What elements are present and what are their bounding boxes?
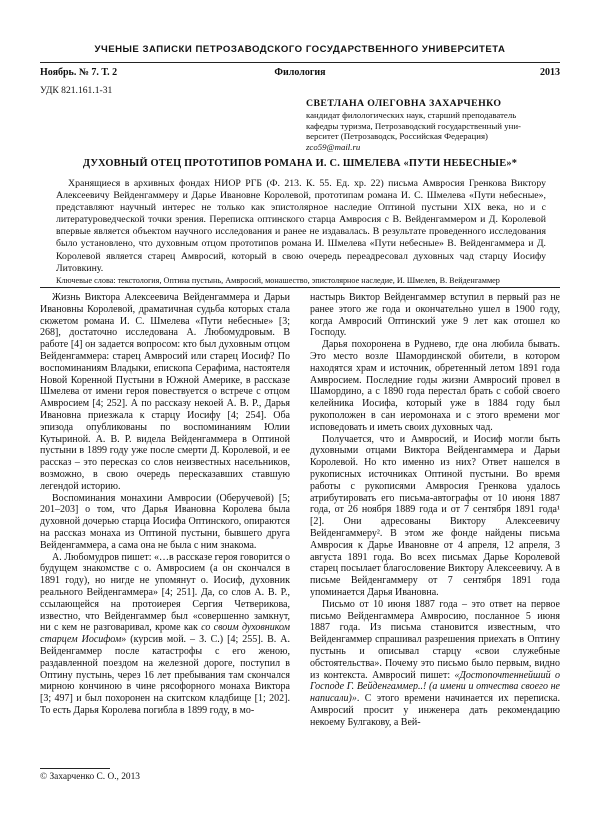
article-title: ДУХОВНЫЙ ОТЕЦ ПРОТОТИПОВ РОМАНА И. С. ШМЕЛЕВА «ПУТИ НЕБЕСНЫЕ»* bbox=[82, 158, 518, 169]
right-column bbox=[310, 292, 560, 728]
abstract-text: Хранящиеся в архивных фондах НИОР РГБ (Ф. 213. К. 55. Ед. хр. 22) письма Амвросия Гренкова Виктору Алексеевичу Вейденгаммеру и Дарье Ивановне Королевой, прототипам романа И. С. Шмелева «Пути небесные», представляют научный интерес не только как эпистолярное наследие Оптиной пустыни XIX века, но и с литературоведческой точки зрения. Переписка оптинского старца Амвросия с В. Вейденгаммером и Д. Королевой впервые является объектом научного исследования и ранее не издавалась. В результате проведенного исследования было установлено, что духовным отцом прототипов романа И. Шмелева «Пути небесные» В. Вейденгаммера и Д. Королевой является старец Амвросий, который в свою очередь переадресовал духовных чад старцу Иосифу Литовкину. bbox=[56, 178, 546, 274]
body-rule bbox=[40, 287, 560, 288]
issue-number: Ноябрь. № 7. Т. 2 bbox=[40, 67, 118, 78]
copyright: © Захарченко С. О., 2013 bbox=[40, 772, 140, 782]
author-name: СВЕТЛАНА ОЛЕГОВНА ЗАХАРЧЕНКО bbox=[306, 98, 502, 109]
paragraph bbox=[40, 552, 290, 717]
issue-year: 2013 bbox=[540, 67, 560, 78]
paragraph: Получается, что и Амвросий, и Иосиф могли быть духовными отцами Виктора Вейденгаммера и Дарьи Королевой. Но кто именно из них? Ответ нашелся в рукописных источниках Оптиной пустыни. Во время работы с рукописями Амвросия Гренкова удалось атрибутировать его письма-автографы от 10 июня 1887 года, от 26 ноября 1889 года и от 7 сентября 1891 года¹ [2]. Они адресованы Виктору Алексеевичу Вейденгаммеру². В этом же фонде найдены письма Амвросия к Дарье Ивановне от 4 апреля, 12 апреля, 3 августа 1891 года. Во всех письмах Дарье Королевой старец посылает благословение Виктору Алексеевичу. А в письме Вейденгаммеру от 7 сентября 1891 года упоминается Дарья Ивановна. bbox=[310, 433, 560, 598]
journal-title: УЧЕНЫЕ ЗАПИСКИ ПЕТРОЗАВОДСКОГО ГОСУДАРСТВЕННОГО УНИВЕРСИТЕТА bbox=[94, 44, 506, 55]
author-affiliation-line: верситет (Петрозаводск, Российская Федерация) bbox=[306, 131, 488, 142]
paragraph: настырь Виктор Вейденгаммер вступил в первый раз не ранее этого же года и окончательно ушел в 1900 году, когда Амвросий Оптинский уже 9 лет как отошел ко Господу. bbox=[310, 292, 560, 339]
keywords bbox=[56, 276, 546, 286]
paragraph: Жизнь Виктора Алексеевича Вейденгаммера и Дарьи Ивановны Королевой, драматичная судьба которых стала сюжетом романа И. С. Шмелева «Пути небесные» [3; 268], достаточно исследована А. Любомудровым. В работе [4] он задается вопросом: кто был духовным отцом Вейденгаммера: старец Амвросий или старец Иосиф? По воспоминаниям Владыки, епископа Серафима, настоятеля Новой Коренной Пустыни в Южной Америке, в рассказе Шмелева от имени героя повествуется о встрече с отцом Амвросием [4; 252]. А по рассказу некоей А. В. Р., Дарья Ивановна приезжала к старцу Иосифу [4; 254]. Оба эпизода опубликованы по воспоминаниям Юлии Кутыриной. А. В. Р. видела Вейденгаммера в Оптиной пустыни в 1899 году уже после смерти Д. Королевой, и ее рассказ – это пересказ со слов неизвестных насельников, возможно, в свою очередь пересказавших ставшую легендой историю. bbox=[40, 292, 290, 492]
left-column bbox=[40, 292, 290, 717]
author-affiliation-line: кафедры туризма, Петрозаводский государственный уни- bbox=[306, 120, 521, 131]
paragraph-text: А. Любомудров пишет: «…в рассказе героя говорится о будущем знакомстве с о. Амвросием (а он скончался в 1891 году), но нигде не упомянут о. Иосиф, духовник реального Вейденгаммера» [4; 251]. Да, со слов А. В. Р., ссылающейся на протоиерея Сергия Четверикова, известно, что Вейденгаммер был «совершенно замкнут, ни с кем не разговаривал, кроме как bbox=[40, 551, 290, 634]
paragraph: Дарья похоронена в Руднево, где она любила бывать. Это место возле Шамординской обители, в котором находятся храм и источник, обретенный летом 1891 года Амвросием. Последние годы жизни Амвросий провел в Шамордино, а с 1890 года перестал брать с собой своего келейника Иосифа, который уже в 1884 году был рукоположен в сан иеромонаха и с этого времени мог исповедовать и иметь своих духовных чад. bbox=[310, 339, 560, 433]
abstract bbox=[56, 178, 546, 286]
author-block bbox=[306, 99, 560, 152]
keywords-label: Ключевые слова: bbox=[56, 275, 116, 285]
author-email[interactable]: zco59@mail.ru bbox=[306, 141, 361, 152]
paragraph-text: . С этого времени начинается их переписка. Амвросий просит у инженера дать рекомендацию некоему Булгакову, а Вей- bbox=[310, 693, 560, 728]
header-rule bbox=[40, 62, 560, 63]
italic-quote: со своим духовником старцем Иосифом bbox=[40, 622, 290, 646]
udk-code: УДК 821.161.1-31 bbox=[40, 85, 113, 96]
paragraph bbox=[310, 599, 560, 729]
italic-quote: «Достопочтеннейший о Господе Г. Вейденгаммер..! (а имени и отчества своего не написали)» bbox=[310, 669, 560, 705]
paragraph: Воспоминания монахини Амвросии (Оберучевой) [5; 201–203] о том, что Дарья Ивановна Королева была духовной дочерью старца Иосифа Оптинского, опираются на рассказ монаха из Оптиной пустыни, бывшего друга Вейденгаммера, а сама она не была с ним знакома. bbox=[40, 492, 290, 551]
author-affiliation-line: кандидат филологических наук, старший преподаватель bbox=[306, 110, 517, 121]
section-name: Филология bbox=[274, 67, 326, 78]
paragraph-text: Письмо от 10 июня 1887 года – это ответ на первое письмо Вейденгаммера Амвросию, посланное 5 июня 1887 года. Из письма становится известным, что Вейденгаммер спрашивал разрешения приехать в Оптину пустынь и описывал старцу «свои служебные обстоятельства». Почему это письмо было первым, видно из контекста. Амвросий пишет: bbox=[310, 598, 560, 681]
paragraph-text: » (курсив мой. – З. С.) [4; 255]. В. А. Вейденгаммер после катастрофы с его женою, раздавленной поездом на железной дороге, поступил в Оптину пустынь, через 16 лет пребывания там скончался мирною кончиною в чине рясофорного монаха Виктора [3; 497] и был похоронен на скитском кладбище [1; 202]. То есть Дарья Королева погибла в 1899 году, в мо- bbox=[40, 634, 291, 716]
footnote-rule bbox=[40, 768, 110, 769]
keywords-text: текстология, Оптина пустынь, Амвросий, монашество, эпистолярное наследие, И. Шмелев, В. Вейденгаммер bbox=[117, 275, 500, 285]
